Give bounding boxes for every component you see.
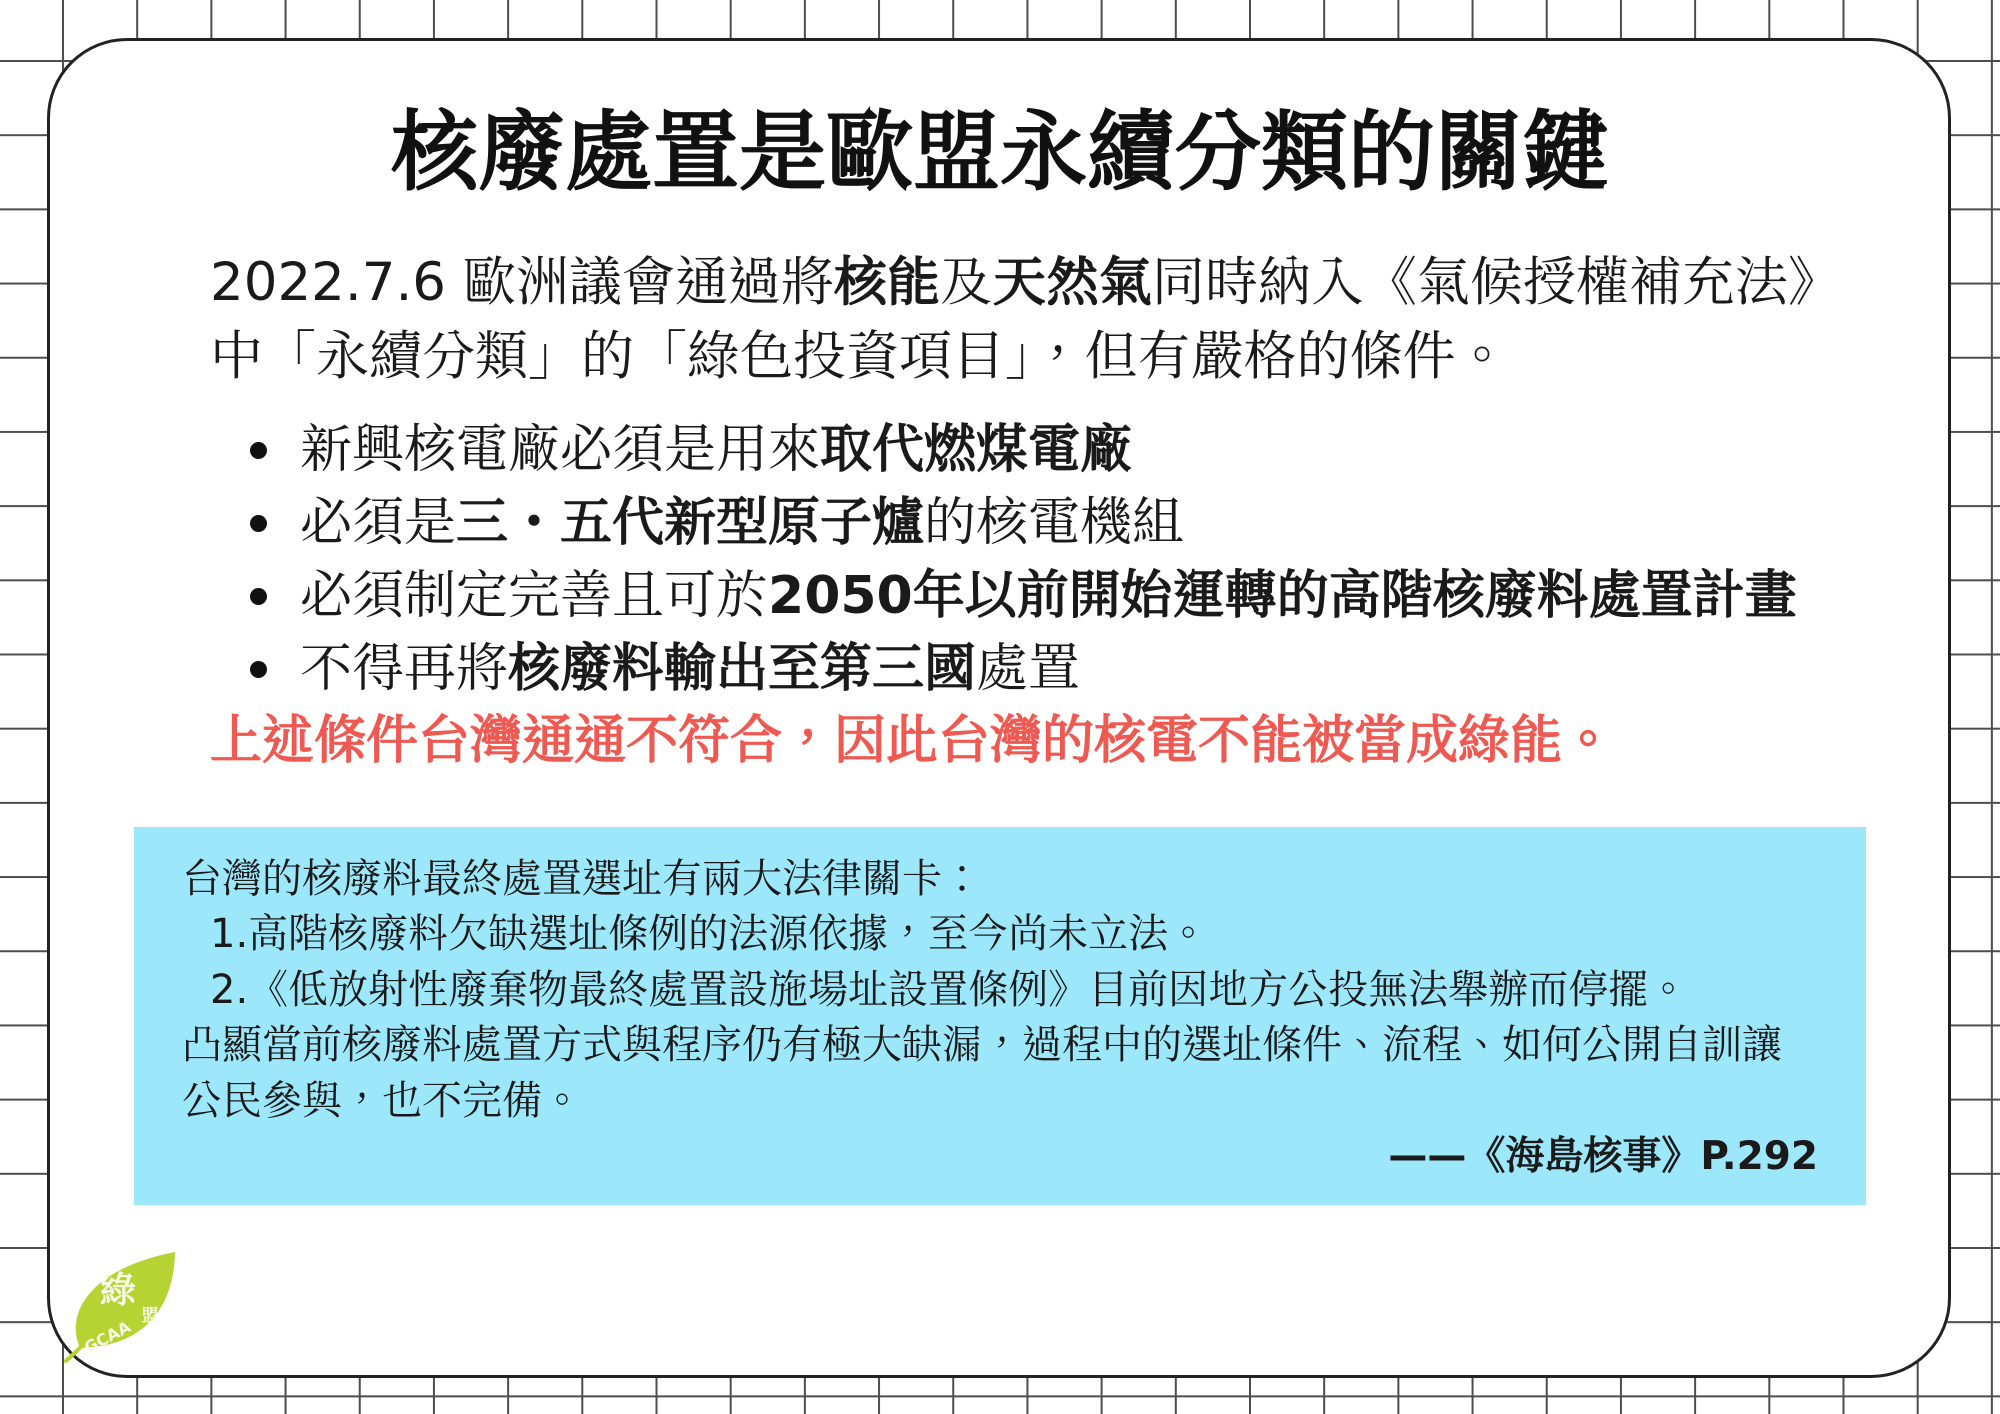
note-body [182, 852, 1818, 1184]
logo-text-zh-main: 綠 [99, 1270, 137, 1311]
conditions-list [250, 414, 1797, 706]
condition-text: 必須制定完善且可於 [300, 566, 769, 626]
condition-highlight: 取代燃煤電廠 [820, 420, 1133, 480]
intro-line-2: 中「永續分類」的「綠色投資項目」，但有嚴格的條件。 [210, 326, 1509, 387]
condition-item [250, 560, 1797, 633]
intro-paragraph [210, 246, 1841, 394]
condition-highlight: 2050年以前開始運轉的高階核廢料處置計畫 [768, 566, 1797, 626]
logo-text-en: GCAA [81, 1317, 134, 1358]
intro-line-1 [210, 246, 1841, 320]
condition-text: 必須是 [300, 493, 457, 553]
leaf-logo-icon [62, 1248, 180, 1364]
condition-text: 不得再將 [300, 639, 509, 699]
intro-text-date-parliament: 2022.7.6 歐洲議會通過將 [210, 252, 834, 313]
note-item: 1.高階核廢料欠缺選址條例的法源依據，至今尚未立法。 [210, 911, 1209, 958]
bullet-dot-icon [250, 588, 267, 605]
intro-highlight-natural-gas: 天然氣 [992, 252, 1152, 313]
condition-item [250, 633, 1797, 706]
condition-item [250, 414, 1797, 487]
condition-highlight: 核廢料輸出至第三國 [508, 639, 977, 699]
note-box [134, 827, 1866, 1205]
bullet-dot-icon [250, 442, 267, 459]
note-heading: 台灣的核廢料最終處置選址有兩大法律關卡： [182, 856, 982, 902]
intro-highlight-nuclear: 核能 [833, 252, 940, 313]
intro-text-and: 及 [939, 252, 993, 313]
conclusion-warning: 上述條件台灣通通不符合，因此台灣的核電不能被當成綠能。 [210, 711, 1615, 771]
logo-text-zh-sub: 盟 [141, 1306, 159, 1326]
bullet-dot-icon [250, 661, 267, 678]
note-summary-line: 凸顯當前核廢料處置方式與程序仍有極大缺漏，過程中的選址條件、流程、如何公開自訓讓 [182, 1022, 1782, 1069]
condition-text: 新興核電廠必須是用來 [300, 420, 821, 480]
condition-item [250, 487, 1797, 560]
leaf-stem [66, 1346, 82, 1361]
note-item: 2.《低放射性廢棄物最終處置設施場址設置條例》目前因地方公投無法舉辦而停擺。 [210, 966, 1689, 1013]
note-summary-line: 公民參與，也不完備。 [182, 1077, 582, 1124]
condition-text-tail: 的核電機組 [924, 493, 1185, 553]
page-title: 核廢處置是歐盟永續分類的關鍵 [391, 101, 1609, 203]
condition-highlight: 三・五代新型原子爐 [456, 493, 925, 553]
note-source-citation: ——《海島核事》P.292 [1388, 1133, 1818, 1179]
intro-text-act: 同時納入《氣候授權補充法》 [1151, 252, 1841, 313]
bullet-dot-icon [250, 515, 267, 532]
condition-text-tail: 處置 [976, 639, 1081, 699]
